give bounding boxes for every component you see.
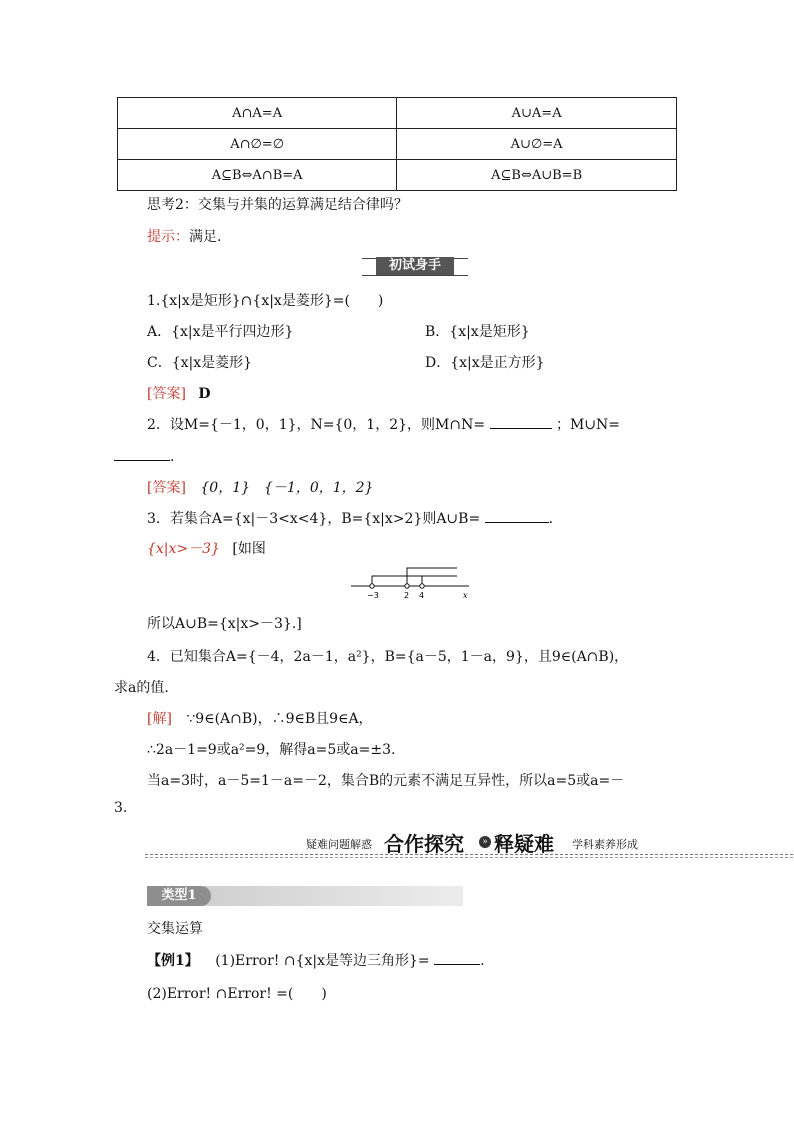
q2-answer: [147, 477, 373, 497]
question-4-stem-line2: 求a的值.: [114, 680, 169, 696]
q3-conclusion: 所以A∪B={x|x>－3}.]: [147, 616, 302, 632]
answer-value: {0，1} {－1，0，1，2}: [200, 480, 374, 496]
answer-value: {x|x>－3}: [147, 541, 220, 557]
hint: [147, 226, 221, 246]
chevron-right-icon: »: [479, 836, 491, 848]
answer-blank: [490, 414, 552, 429]
question-4-stem-line1: 4．已知集合A={－4，2a－1，a²}，B={a－5，1－a，9}，且9∈(A∩B)，: [147, 649, 629, 665]
table-cell: A∪∅=A: [397, 129, 677, 160]
q4-solution-line1: [147, 708, 373, 728]
answer-label: [答案]: [147, 386, 186, 402]
banner-left-text: 疑难问题解惑: [306, 838, 372, 851]
example-1-part-2: (2)Error! ∩Error! =( ): [147, 986, 327, 1002]
tick-label: 4: [419, 591, 425, 600]
solution-text: ∵9∈(A∩B)，∴9∈B且9∈A，: [186, 711, 373, 727]
table-cell: A∩A=A: [118, 98, 397, 129]
q1-option-c: C．{x|x是菱形}: [147, 355, 253, 371]
answer-blank: [434, 950, 480, 965]
example-part1-text: (1)Error! ∩{x|x是等边三角形}=: [215, 953, 430, 969]
section-title: 交集运算: [147, 921, 203, 937]
example-1-part-1: [147, 950, 485, 970]
banner-main-1: 合作探究: [384, 832, 464, 856]
number-line-figure: [345, 562, 475, 602]
set-b-bracket: [407, 568, 457, 586]
axis-label: x: [463, 591, 468, 600]
q1-option-b: B．{x|x是矩形}: [425, 324, 530, 340]
table-row: [118, 98, 677, 129]
table-cell: A⊆B⇔A∪B=B: [397, 160, 677, 191]
q3-end: .: [548, 511, 554, 527]
q2-continuation: [114, 446, 174, 465]
table-cell: A⊆B⇔A∩B=A: [118, 160, 397, 191]
question-2-stem: [147, 414, 620, 434]
answer-label: [答案]: [147, 480, 186, 496]
banner-rule: [145, 857, 793, 858]
hint-label: 提示：: [147, 229, 189, 245]
q3-stem-text: 3．若集合A={x|－3<x<4}，B={x|x>2}则A∪B=: [147, 511, 481, 527]
q2-end: .: [170, 449, 175, 465]
example-part1-end: .: [480, 953, 485, 969]
q2-mid-text: ；M∪N=: [555, 417, 621, 433]
section-tag: 类型1: [147, 886, 211, 906]
practice-banner: 初试身手: [376, 257, 454, 275]
q4-solution-line2: ∴2a－1=9或a²=9，解得a=5或a=±3.: [147, 742, 396, 758]
tick-label: −3: [367, 591, 379, 600]
table-cell: A∩∅=∅: [118, 129, 397, 160]
q4-solution-line4: 3.: [114, 800, 128, 816]
solution-label: [解]: [147, 711, 172, 727]
open-point: [370, 584, 374, 588]
q1-answer: [147, 383, 211, 403]
q1-option-d: D．{x|x是正方形}: [425, 355, 545, 371]
open-point: [420, 584, 424, 588]
banner-main-2: 释疑难: [494, 832, 554, 856]
q3-answer: [147, 538, 266, 558]
hint-text: 满足.: [189, 229, 222, 245]
q2-stem-text: 2．设M={－1，0，1}，N={0，1，2}，则M∩N=: [147, 417, 486, 433]
q3-note: [如图: [232, 541, 266, 557]
think-question: 思考2：交集与并集的运算满足结合律吗？: [147, 197, 408, 213]
table-row: [118, 160, 677, 191]
answer-blank: [114, 446, 170, 461]
question-3-stem: [147, 508, 553, 528]
open-point: [405, 584, 409, 588]
answer-value: D: [198, 386, 211, 402]
tick-label: 2: [404, 591, 410, 600]
q1-option-a: A．{x|x是平行四边形}: [147, 324, 294, 340]
set-a-bracket: [372, 576, 457, 586]
question-1-stem: 1.{x|x是矩形}∩{x|x是菱形}=( ): [147, 293, 384, 309]
example-label: 【例1】: [147, 953, 199, 969]
table-row: [118, 129, 677, 160]
answer-blank: [485, 508, 549, 523]
set-properties-table: [117, 97, 677, 191]
table-cell: A∪A=A: [397, 98, 677, 129]
banner-rule: [145, 854, 793, 855]
banner-right-text: 学科素养形成: [572, 838, 638, 851]
q4-solution-line3: 当a=3时，a－5=1－a=－2，集合B的元素不满足互异性，所以a=5或a=－: [147, 773, 625, 789]
